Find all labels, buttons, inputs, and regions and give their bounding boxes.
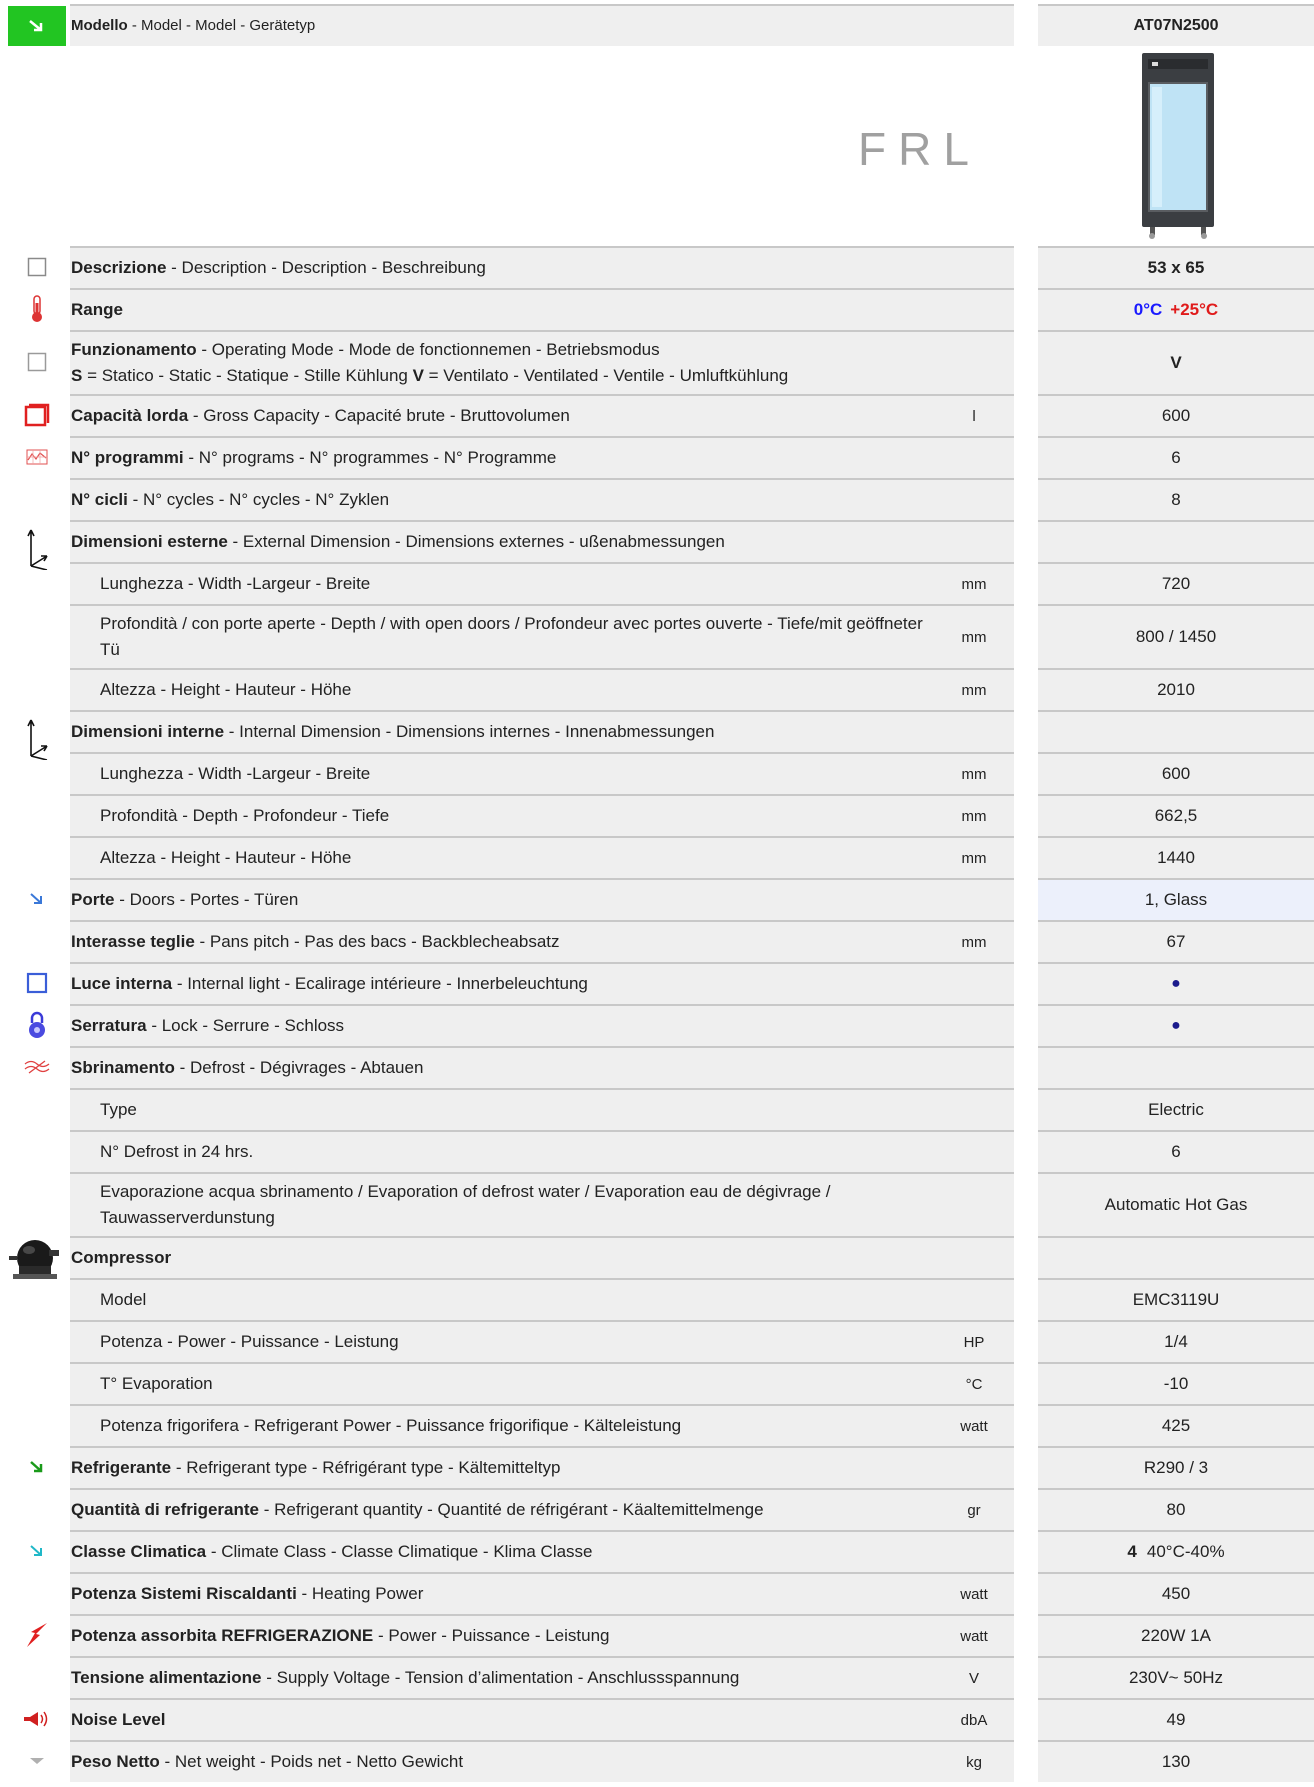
value-text: R290 / 3 — [1143, 1458, 1209, 1477]
spec-row-int_l — [0, 752, 1314, 794]
label-bold: Compressor — [71, 1248, 172, 1267]
value-text: -10 — [1163, 1374, 1189, 1393]
spec-row-est_p — [0, 604, 1314, 668]
row-label — [70, 878, 1014, 920]
spec-row-peso — [0, 1740, 1314, 1782]
spec-row-programmi — [0, 436, 1314, 478]
value-text: 80 — [1166, 1500, 1186, 1519]
spec-row-compressor — [0, 1236, 1314, 1278]
row-unit: mm — [961, 933, 987, 951]
label-rest: - Net weight - Poids net - Netto Gewicht — [159, 1752, 464, 1771]
spec-row-refrigerante — [0, 1446, 1314, 1488]
spec-row-int_p — [0, 794, 1314, 836]
row-value — [1038, 1488, 1314, 1530]
label-bold: Dimensioni interne — [71, 722, 225, 741]
row-unit: watt — [960, 1417, 988, 1435]
sub-label: Altezza - Height - Hauteur - Höhe — [100, 848, 352, 867]
label-bold: Tensione alimentazione — [71, 1668, 262, 1687]
row-label — [70, 962, 1014, 1004]
row-unit: mm — [961, 628, 987, 646]
sub-label: Profondità - Depth - Profondeur - Tiefe — [100, 806, 390, 825]
row-value — [1038, 1046, 1314, 1088]
row-unit: V — [968, 1669, 979, 1687]
range-min: 0°C — [1133, 300, 1163, 319]
label-rest: - Refrigerant type - Réfrigérant type - Kältemitteltyp — [171, 1458, 561, 1477]
sub-label: Model — [100, 1290, 147, 1309]
row-value — [1038, 920, 1314, 962]
spec-row-range — [0, 288, 1314, 330]
row-value — [1038, 520, 1314, 562]
value-text: 230V~ 50Hz — [1128, 1668, 1224, 1687]
value-text: 220W 1A — [1141, 1626, 1211, 1645]
row-value — [1038, 1172, 1314, 1236]
arrow-down-right-icon — [8, 1446, 66, 1488]
label-bold: Refrigerante — [71, 1458, 172, 1477]
spec-row-int_h — [0, 836, 1314, 878]
label-bold: Quantità di refrigerante — [71, 1500, 259, 1519]
sub-label: Lunghezza - Width -Largeur - Breite — [100, 764, 371, 783]
lock-icon — [8, 1004, 66, 1046]
label-bold: Noise Level — [71, 1710, 166, 1729]
row-label — [70, 1740, 1014, 1782]
sub-label: Lunghezza - Width -Largeur - Breite — [100, 574, 371, 593]
mode-line2-v: V — [412, 366, 424, 385]
row-unit: dbA — [960, 1711, 988, 1729]
value-text: EMC3119U — [1132, 1290, 1220, 1309]
row-label — [70, 520, 1014, 562]
row-label — [70, 436, 1014, 478]
row-label — [70, 1404, 1014, 1446]
row-unit: gr — [967, 1501, 981, 1519]
row-value — [1038, 394, 1314, 436]
row-label — [70, 1656, 1014, 1698]
mode-line2-s: S — [71, 366, 83, 385]
row-unit: watt — [960, 1627, 988, 1645]
spec-row-sbrinamento — [0, 1046, 1314, 1088]
label-rest: - N° programs - N° programmes - N° Programme — [183, 448, 557, 467]
row-value — [1038, 878, 1314, 920]
row-value — [1038, 604, 1314, 668]
spec-row-luce — [0, 962, 1314, 1004]
row-label — [70, 288, 1014, 330]
label-rest: - Heating Power — [296, 1584, 424, 1603]
sub-label: Altezza - Height - Hauteur - Höhe — [100, 680, 352, 699]
row-label — [70, 1698, 1014, 1740]
row-unit: HP — [963, 1333, 985, 1351]
value-text: Electric — [1148, 1100, 1204, 1119]
spec-row-est_l — [0, 562, 1314, 604]
label-bold: Peso Netto — [71, 1752, 160, 1771]
spec-row-dim_int — [0, 710, 1314, 752]
row-label — [70, 1236, 1014, 1278]
spec-row-sbr_n — [0, 1130, 1314, 1172]
row-label — [70, 1530, 1014, 1572]
row-label — [70, 1046, 1014, 1088]
row-label — [70, 1278, 1014, 1320]
label-bold: Interasse teglie — [71, 932, 195, 951]
row-value — [1038, 1740, 1314, 1782]
sub-label: N° Defrost in 24 hrs. — [100, 1142, 254, 1161]
chart-program-icon — [8, 436, 66, 478]
value-text: 2010 — [1157, 680, 1195, 699]
thermometer-icon — [8, 288, 66, 330]
value-text: 53 x 65 — [1147, 258, 1205, 277]
value-text: 800 / 1450 — [1135, 627, 1217, 646]
label-bold: Serratura — [71, 1016, 147, 1035]
mode-line2-s-rest: = Statico - Static - Statique - Stille Kühlung — [82, 366, 413, 385]
row-value — [1038, 836, 1314, 878]
value-text: 67 — [1166, 932, 1186, 951]
label-rest: - External Dimension - Dimensions externes - ußenabmessungen — [227, 532, 725, 551]
row-value — [1038, 1446, 1314, 1488]
row-value — [1038, 1320, 1314, 1362]
speaker-icon — [8, 1698, 66, 1740]
row-value — [1038, 1236, 1314, 1278]
value-text: 662,5 — [1154, 806, 1198, 825]
value-text: 425 — [1161, 1416, 1191, 1435]
label-rest: - Supply Voltage - Tension d’alimentation - Anschlussspannung — [261, 1668, 740, 1687]
spec-row-funzionamento — [0, 330, 1314, 394]
sub-label: T° Evaporation — [100, 1374, 213, 1393]
mode-line2-v-rest: = Ventilato - Ventilated - Ventile - Umluftkühlung — [423, 366, 789, 385]
model-code: AT07N2500 — [1038, 4, 1314, 46]
sub-label: Profondità / con porte aperte - Depth / with open doors / Profondeur avec portes ouverte - Tiefe/mit geöffneter Tü — [100, 614, 923, 659]
feature-dot: ● — [1171, 975, 1181, 992]
label-rest: - Description - Description - Beschreibung — [166, 258, 486, 277]
row-label — [70, 562, 1014, 604]
row-label — [70, 1488, 1014, 1530]
label-rest: - N° cycles - N° cycles - N° Zyklen — [127, 490, 390, 509]
label-bold: Sbrinamento — [71, 1058, 175, 1077]
row-value — [1038, 478, 1314, 520]
row-unit: °C — [965, 1375, 983, 1393]
range-max: +25°C — [1170, 300, 1219, 319]
row-label — [70, 710, 1014, 752]
row-label — [70, 1088, 1014, 1130]
header-label: Modello - Model - Model - Gerätetyp — [70, 4, 1014, 46]
row-value — [1038, 1004, 1314, 1046]
row-value — [1038, 1130, 1314, 1172]
row-label — [70, 1172, 1014, 1236]
row-label — [70, 794, 1014, 836]
sub-label: Potenza frigorifera - Refrigerant Power - Puissance frigorifique - Kälteleistung — [100, 1416, 682, 1435]
sub-label: Potenza - Power - Puissance - Leistung — [100, 1332, 399, 1351]
arrow-down-right-icon — [8, 6, 66, 46]
row-label — [70, 1004, 1014, 1046]
label-bold: Funzionamento — [71, 340, 197, 359]
row-label — [70, 1614, 1014, 1656]
row-unit: mm — [961, 807, 987, 825]
label-rest: - Pans pitch - Pas des bacs - Backblecheabsatz — [194, 932, 560, 951]
spec-row-assorbita — [0, 1614, 1314, 1656]
label-rest: - Doors - Portes - Türen — [114, 890, 299, 909]
row-value — [1038, 1572, 1314, 1614]
label-bold: N° cicli — [71, 490, 128, 509]
label-rest: - Internal light - Ecalirage intérieure - Innerbeleuchtung — [172, 974, 588, 993]
value-text: 1/4 — [1164, 1332, 1188, 1351]
value-text: 600 — [1161, 406, 1191, 425]
row-unit: mm — [961, 849, 987, 867]
row-value — [1038, 668, 1314, 710]
row-label — [70, 752, 1014, 794]
value-text: 1440 — [1157, 848, 1195, 867]
value-text: 40°C-40% — [1146, 1542, 1225, 1561]
label-rest: - Refrigerant quantity - Quantité de réfrigérant - Käaltemittelmenge — [258, 1500, 764, 1519]
spec-row-comp_model — [0, 1278, 1314, 1320]
label-rest: - Power - Puissance - Leistung — [373, 1626, 610, 1645]
label-bold: Descrizione — [71, 258, 167, 277]
spec-row-interasse — [0, 920, 1314, 962]
row-label — [70, 394, 1014, 436]
label-rest: - Climate Class - Classe Climatique - Klima Classe — [206, 1542, 593, 1561]
row-label — [70, 1362, 1014, 1404]
row-value — [1038, 962, 1314, 1004]
row-value — [1038, 330, 1314, 394]
label-bold: Range — [71, 300, 123, 319]
arrow-down-right-icon — [8, 878, 66, 920]
value-text: 6 — [1171, 1142, 1181, 1161]
value-text: 8 — [1171, 490, 1181, 509]
spec-row-est_h — [0, 668, 1314, 710]
sub-label: Type — [100, 1100, 137, 1119]
label-bold: Classe Climatica — [71, 1542, 207, 1561]
label-bold: N° programmi — [71, 448, 184, 467]
row-label — [70, 330, 1014, 394]
row-label — [70, 604, 1014, 668]
product-image — [1138, 53, 1218, 239]
label-bold: Potenza assorbita REFRIGERAZIONE — [71, 1626, 374, 1645]
spec-row-serratura — [0, 1004, 1314, 1046]
row-label — [70, 1572, 1014, 1614]
row-label — [70, 1320, 1014, 1362]
spec-row-cicli — [0, 478, 1314, 520]
row-value — [1038, 562, 1314, 604]
label-rest: - Internal Dimension - Dimensions internes - Innenabmessungen — [224, 722, 715, 741]
value-text: Automatic Hot Gas — [1104, 1195, 1248, 1214]
row-value — [1038, 246, 1314, 288]
row-unit: watt — [960, 1585, 988, 1603]
row-value — [1038, 1088, 1314, 1130]
value-text: 49 — [1166, 1710, 1186, 1729]
light-square-icon — [8, 962, 66, 1004]
row-value — [1038, 1530, 1314, 1572]
spec-row-dim_est — [0, 520, 1314, 562]
row-value — [1038, 1698, 1314, 1740]
label-bold: Dimensioni esterne — [71, 532, 228, 551]
checkbox-empty-icon — [8, 330, 66, 394]
row-value — [1038, 752, 1314, 794]
value-text: V — [1170, 353, 1182, 372]
row-unit: mm — [961, 765, 987, 783]
header-row — [0, 4, 1314, 46]
feature-dot: ● — [1171, 1017, 1181, 1034]
sub-label: Evaporazione acqua sbrinamento / Evaporation of defrost water / Evaporation eau de dégivrage / Tauwasserverdunstung — [100, 1182, 831, 1227]
row-value — [1038, 1614, 1314, 1656]
value-text: 720 — [1161, 574, 1191, 593]
row-value — [1038, 1278, 1314, 1320]
spec-row-porte — [0, 878, 1314, 920]
spec-row-descrizione — [0, 246, 1314, 288]
row-value — [1038, 1404, 1314, 1446]
label-rest: - Operating Mode - Mode de fonctionnemen - Betriebsmodus — [196, 340, 660, 359]
spec-row-noise — [0, 1698, 1314, 1740]
label-bold: Luce interna — [71, 974, 173, 993]
spec-row-comp_pot — [0, 1320, 1314, 1362]
lightning-icon — [8, 1614, 66, 1656]
value-text: 1, Glass — [1144, 890, 1208, 909]
row-unit: mm — [961, 575, 987, 593]
checkbox-empty-icon — [8, 246, 66, 288]
row-value — [1038, 288, 1314, 330]
label-bold: Potenza Sistemi Riscaldanti — [71, 1584, 297, 1603]
spec-row-classe — [0, 1530, 1314, 1572]
spec-row-comp_evap — [0, 1362, 1314, 1404]
spec-row-comp_frig — [0, 1404, 1314, 1446]
spec-row-tensione — [0, 1656, 1314, 1698]
row-value — [1038, 436, 1314, 478]
row-value — [1038, 1362, 1314, 1404]
spec-row-sbr_evap — [0, 1172, 1314, 1236]
label-bold: Porte — [71, 890, 115, 909]
row-label — [70, 920, 1014, 962]
row-label — [70, 836, 1014, 878]
row-label — [70, 1130, 1014, 1172]
row-value — [1038, 1656, 1314, 1698]
value-text: 600 — [1161, 764, 1191, 783]
row-value — [1038, 794, 1314, 836]
series-name: FRL — [858, 123, 981, 175]
row-unit: kg — [966, 1753, 982, 1771]
spec-row-quantita — [0, 1488, 1314, 1530]
label-bold: Capacità lorda — [71, 406, 189, 425]
defrost-icon — [8, 1046, 66, 1088]
row-unit: mm — [961, 681, 987, 699]
label-rest: - Gross Capacity - Capacité brute - Bruttovolumen — [188, 406, 570, 425]
spec-row-riscaldanti — [0, 1572, 1314, 1614]
value-text: 6 — [1171, 448, 1181, 467]
row-label — [70, 668, 1014, 710]
value-text: 450 — [1161, 1584, 1191, 1603]
value-text: 130 — [1161, 1752, 1191, 1771]
value-bold: 4 — [1127, 1542, 1137, 1561]
arrow-down-right-icon — [8, 1530, 66, 1572]
chevron-down-icon — [8, 1740, 66, 1782]
row-value — [1038, 710, 1314, 752]
row-label — [70, 246, 1014, 288]
label-rest: - Defrost - Dégivrages - Abtauen — [174, 1058, 424, 1077]
row-label — [70, 1446, 1014, 1488]
volume-box-icon — [8, 394, 66, 436]
row-unit: l — [972, 407, 976, 425]
label-rest: - Lock - Serrure - Schloss — [146, 1016, 345, 1035]
spec-row-sbr_type — [0, 1088, 1314, 1130]
row-label — [70, 478, 1014, 520]
spec-row-capacita — [0, 394, 1314, 436]
